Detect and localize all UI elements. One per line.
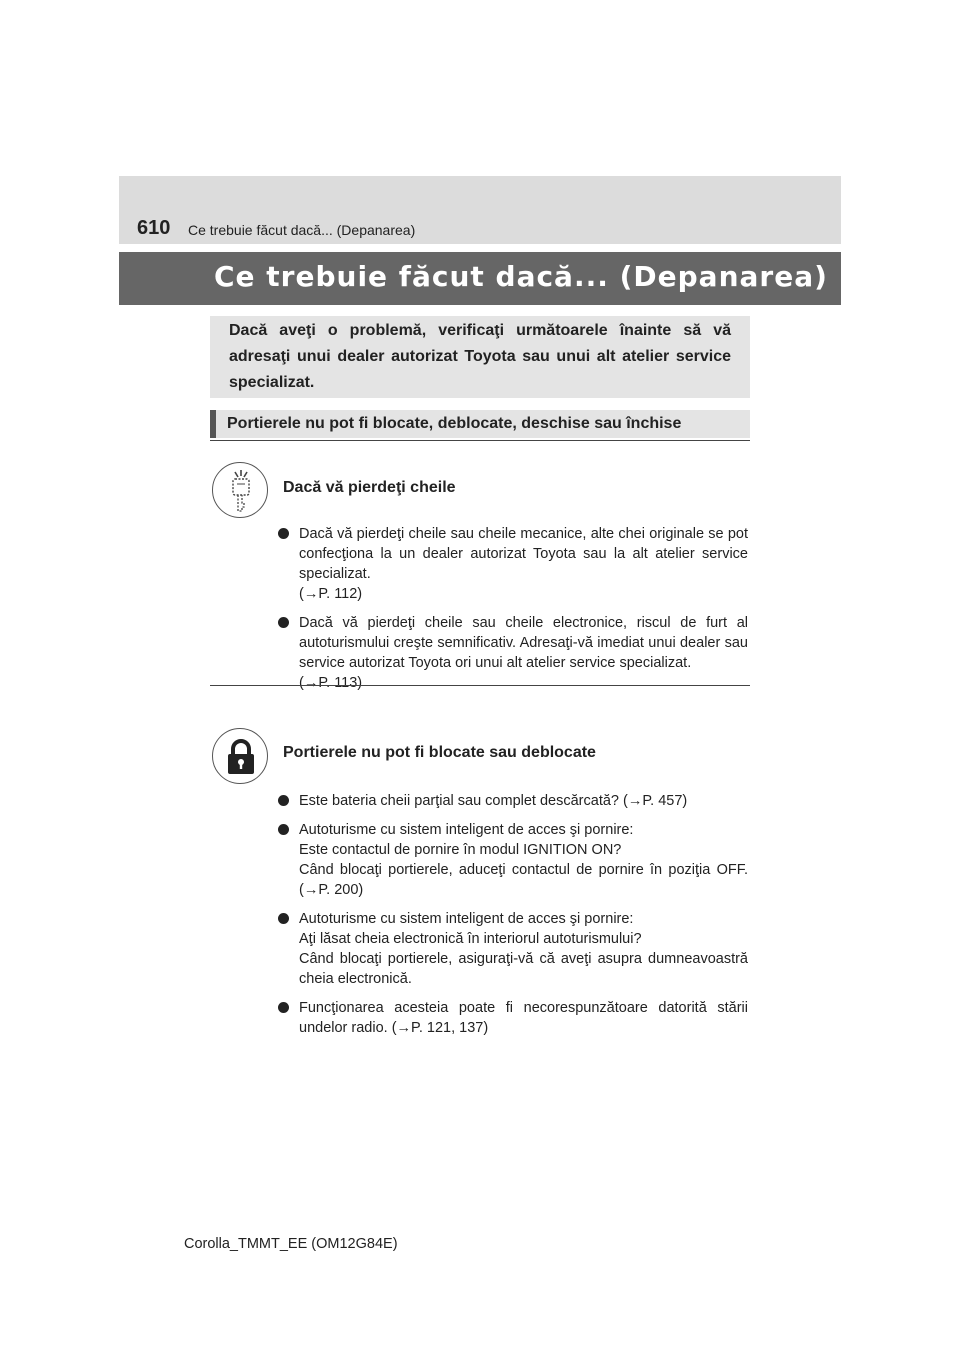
running-head: Ce trebuie făcut dacă... (Depanarea) [188,222,416,238]
list-item: Autoturisme cu sistem inteligent de acces şi pornire: Este contactul de pornire în modul IGNITION ON? Când blocaţi portierele, aduceţi contactul de pornire în poziţia OFF. (→P. 200) [278,820,748,900]
topic-title-doors: Portierele nu pot fi blocate sau deblocate [283,744,596,761]
list-item: Dacă vă pierdeţi cheile sau cheile electronice, riscul de furt al autoturismului creşte semnificativ. Adresaţi-vă imediat unui dealer sau service autorizat Toyota ori unui alt atelier service specializat. (→P. 113) [278,613,748,693]
list-item: Dacă vă pierdeţi cheile sau cheile mecanice, alte chei originale se pot confecţiona la un dealer autorizat Toyota sau la alt atelier service specializat. (→P. 112) [278,524,748,604]
list-item: Funcţionarea acesteia poate fi necorespunzătoare datorită stării undelor radio. (→P. 121, 137) [278,998,748,1038]
section-heading-text: Portierele nu pot fi blocate, deblocate, deschise sau închise [227,415,682,432]
bullet-dot [278,795,289,806]
page-title: Ce trebuie făcut dacă... (Depanarea) [214,260,828,293]
topic-title-lost-keys: Dacă vă pierdeţi cheile [283,479,456,496]
topic-list-doors [278,791,748,1047]
bullet-dot [278,617,289,628]
intro-text: Dacă aveţi o problemă, verificaţi următoarele înainte să vă adresaţi unui dealer autorizat Toyota sau unui alt atelier service specializat. [229,322,731,391]
list-item: Autoturisme cu sistem inteligent de acces şi pornire: Aţi lăsat cheia electronică în interiorul autoturismului? Când blocaţi portierele, asiguraţi-vă că aveţi asupra dumneavoastră cheia electronică. [278,909,748,989]
bullet-dot [278,824,289,835]
key-icon [212,462,268,518]
lock-icon [212,728,268,784]
page-number: 610 [137,217,171,239]
bullet-dot [278,913,289,924]
intro-box [210,316,750,398]
bullet-dot [278,1002,289,1013]
footer-doc-id: Corolla_TMMT_EE (OM12G84E) [184,1236,398,1252]
topic-list-lost-keys [278,524,748,702]
section-heading [210,410,750,438]
list-item: Este bateria cheii parţial sau complet descărcată? (→P. 457) [278,791,748,811]
section-rule [210,440,750,441]
bullet-dot [278,528,289,539]
topic-rule [210,685,750,686]
